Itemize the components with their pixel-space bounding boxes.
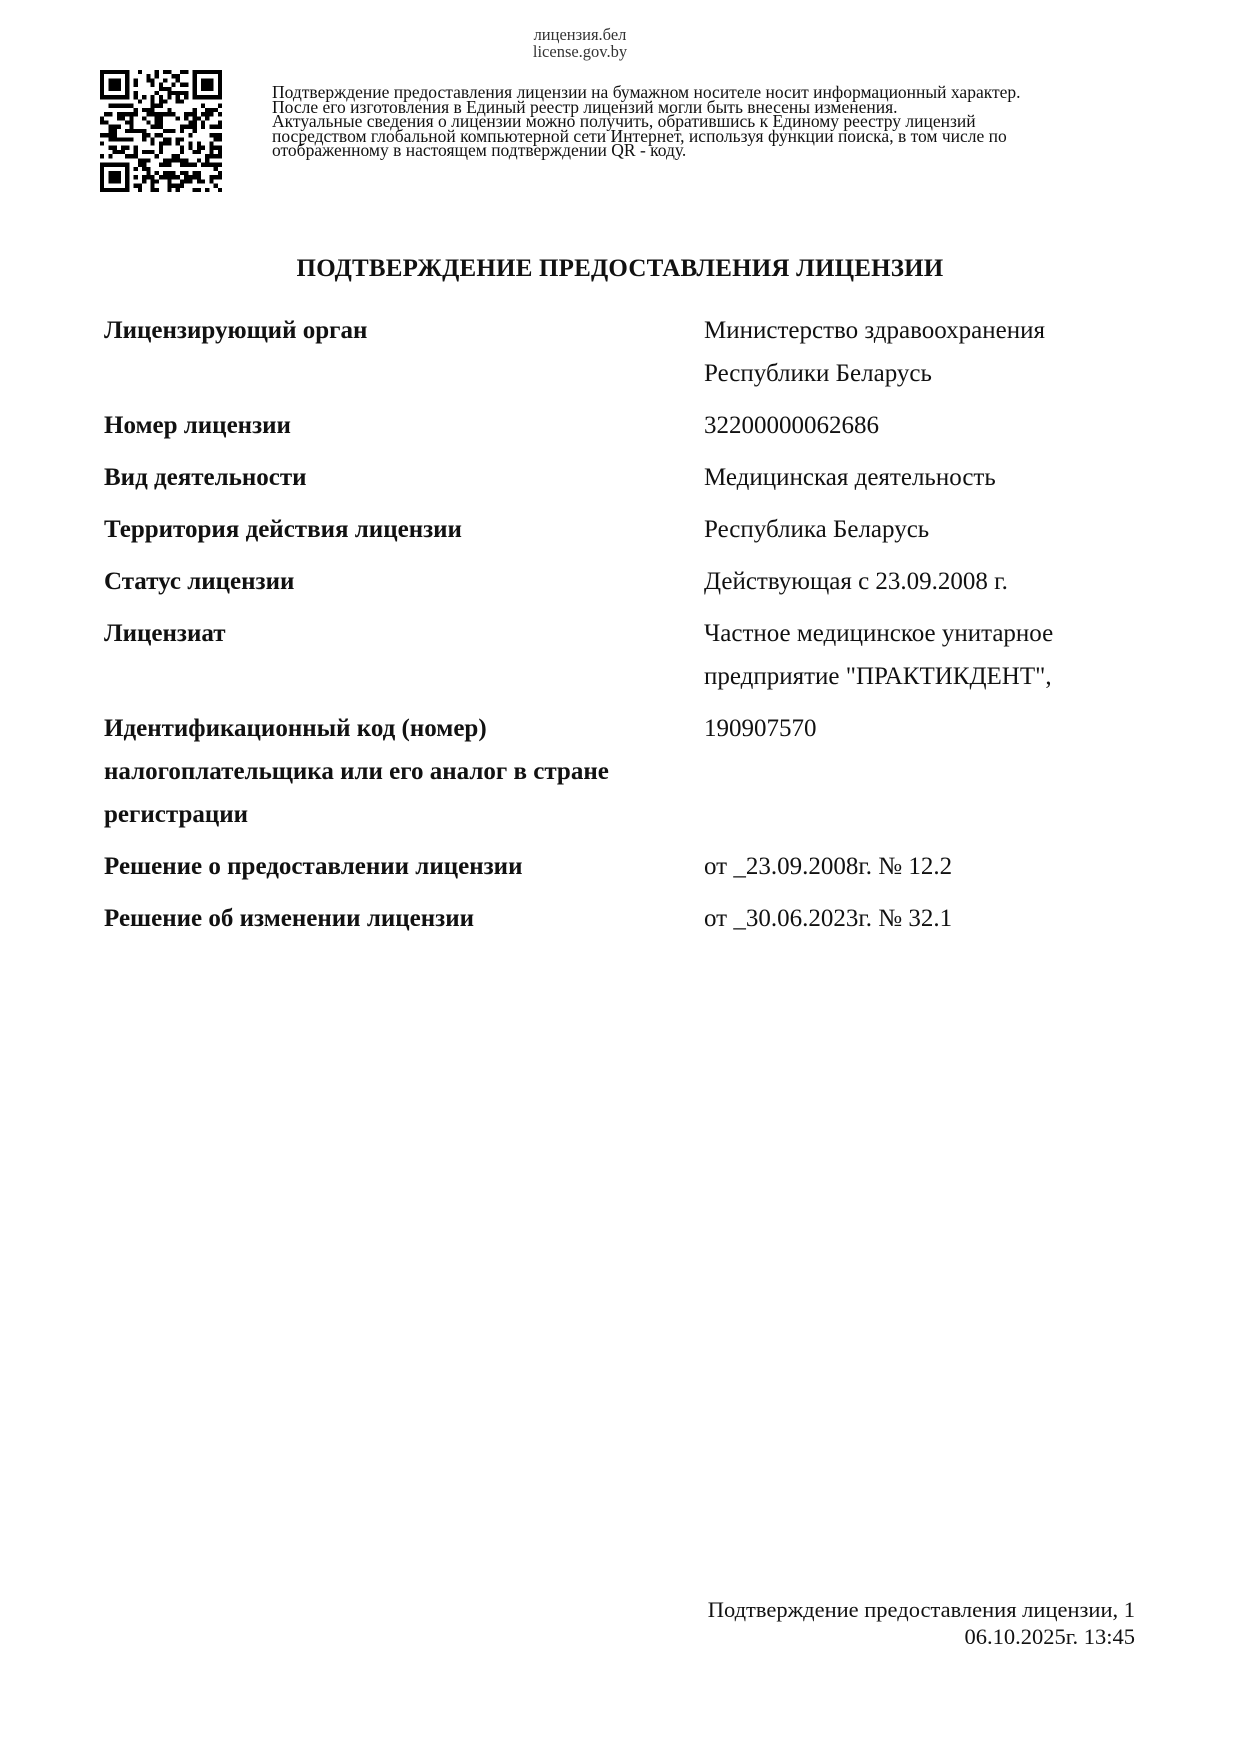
notice-line: посредством глобальной компьютерной сети Интернет, используя функции поиска, в том числе по [272,125,1007,146]
row-grant-decision [104,845,1144,888]
field-label: Лицензирующий орган [104,317,368,344]
qr-code-icon [100,70,222,192]
notice-line: Актуальные сведения о лицензии можно получить, обратившись к Единому реестру лицензий [272,111,976,131]
license-details [104,309,1144,949]
field-value: Частное медицинское унитарное предприятие "ПРАКТИКДЕНТ", [704,620,1054,690]
document-title: ПОДТВЕРЖДЕНИЕ ПРЕДОСТАВЛЕНИЯ ЛИЦЕНЗИИ [296,255,944,282]
field-label: Решение о предоставлении лицензии [104,853,523,880]
field-value: Действующая с 23.09.2008 г. [704,568,1008,595]
field-value: Министерство здравоохранения Республики Беларусь [704,317,1045,387]
site-address-cyrillic: лицензия.бел [533,25,627,44]
field-label: Вид деятельности [104,464,307,491]
notice-line: После его изготовления в Единый реестр лицензий могли быть внесены изменения. [272,96,898,117]
page-footer [708,1596,1135,1650]
field-label: Решение об изменении лицензии [104,905,475,932]
notice-line: Подтверждение предоставления лицензии на бумажном носителе носит информационный характер. [272,82,1021,102]
info-notice [272,82,1182,160]
row-territory [104,508,1144,551]
field-value: от _30.06.2023г. № 32.1 [704,905,953,932]
row-licensee [104,612,1144,698]
field-value: от _23.09.2008г. № 12.2 [704,853,953,880]
row-license-status [104,560,1144,603]
footer-timestamp: 06.10.2025г. 13:45 [964,1624,1135,1649]
field-value: 190907570 [704,715,817,742]
field-label: Территория действия лицензии [104,516,462,543]
field-value: Республика Беларусь [704,516,930,543]
notice-line: отображенному в настоящем подтверждении QR - коду. [272,140,687,160]
qr-finder-top-right [193,70,222,99]
site-address [500,26,660,60]
row-activity-type [104,456,1144,499]
row-change-decision [104,897,1144,940]
field-label: Идентификационный код (номер) налогоплательщика или его аналог в стране регистрации [104,715,609,828]
footer-caption: Подтверждение предоставления лицензии, 1 [707,1597,1135,1622]
field-label: Лицензиат [104,620,226,647]
field-value: 32200000062686 [704,412,879,439]
field-label: Статус лицензии [104,568,295,595]
row-taxpayer-id [104,707,1144,836]
qr-finder-top-left [100,70,129,99]
field-label: Номер лицензии [104,412,291,439]
row-licensing-authority [104,309,1144,395]
row-license-number [104,404,1144,447]
field-value: Медицинская деятельность [704,464,996,491]
site-address-latin: license.gov.by [532,42,628,61]
qr-finder-bottom-left [100,163,129,192]
